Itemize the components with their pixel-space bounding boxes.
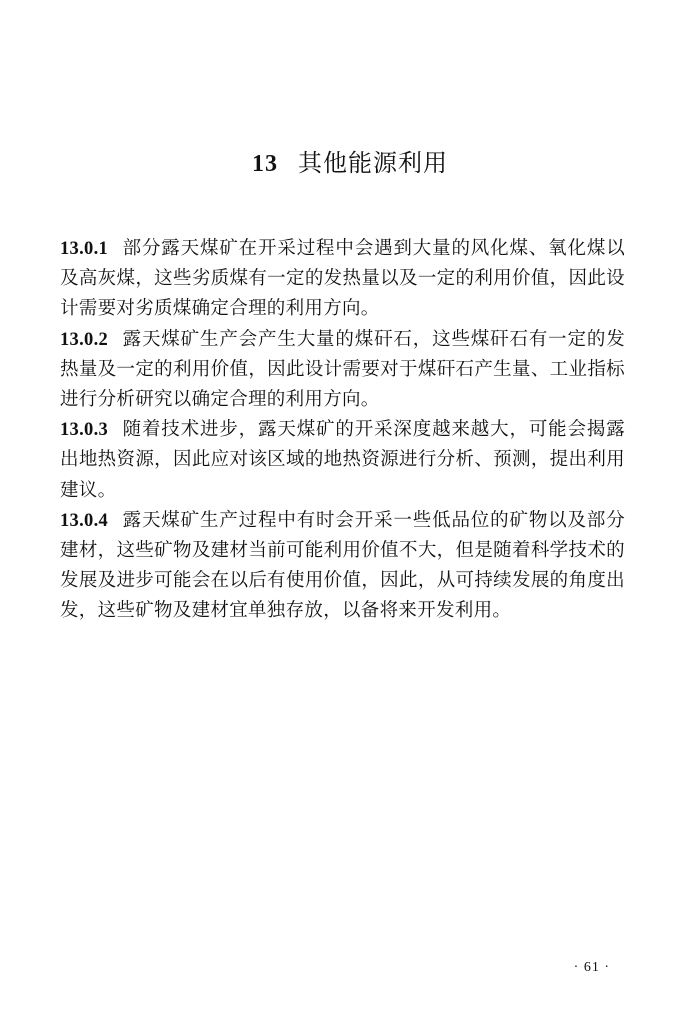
chapter-title: 其他能源利用 — [298, 149, 448, 177]
clause-13-0-4 — [60, 506, 625, 627]
clause-number: 13.0.3 — [60, 420, 109, 441]
chapter-number: 13 — [252, 151, 278, 177]
clause-text: 部分露天煤矿在开采过程中会遇到大量的风化煤、氧化煤以及高灰煤，这些劣质煤有一定的发热量以及一定的利用价值，因此设计需要对劣质煤确定合理的利用方向。 — [60, 238, 625, 320]
clause-number: 13.0.4 — [60, 510, 109, 531]
clause-text: 随着技术进步，露天煤矿的开采深度越来越大，可能会揭露出地热资源，因此应对该区域的地热资源进行分析、预测，提出利用建议。 — [60, 419, 625, 501]
clause-13-0-1 — [60, 234, 625, 325]
clause-13-0-2 — [60, 325, 625, 416]
chapter-heading — [0, 143, 700, 178]
clause-13-0-3 — [60, 415, 625, 506]
chapter-body — [60, 234, 625, 627]
page-number: · 61 · — [573, 960, 610, 975]
clause-text: 露天煤矿生产过程中有时会开采一些低品位的矿物以及部分建材，这些矿物及建材当前可能利用价值不大，但是随着科学技术的发展及进步可能会在以后有使用价值，因此，从可持续发展的角度出发，这些矿物及建材宜单独存放，以备将来开发利用。 — [60, 509, 625, 622]
clause-text: 露天煤矿生产会产生大量的煤矸石，这些煤矸石有一定的发热量及一定的利用价值，因此设计需要对于煤矸石产生量、工业指标进行分析研究以确定合理的利用方向。 — [60, 328, 625, 411]
clause-number: 13.0.1 — [60, 239, 109, 259]
clause-number: 13.0.2 — [60, 329, 109, 350]
